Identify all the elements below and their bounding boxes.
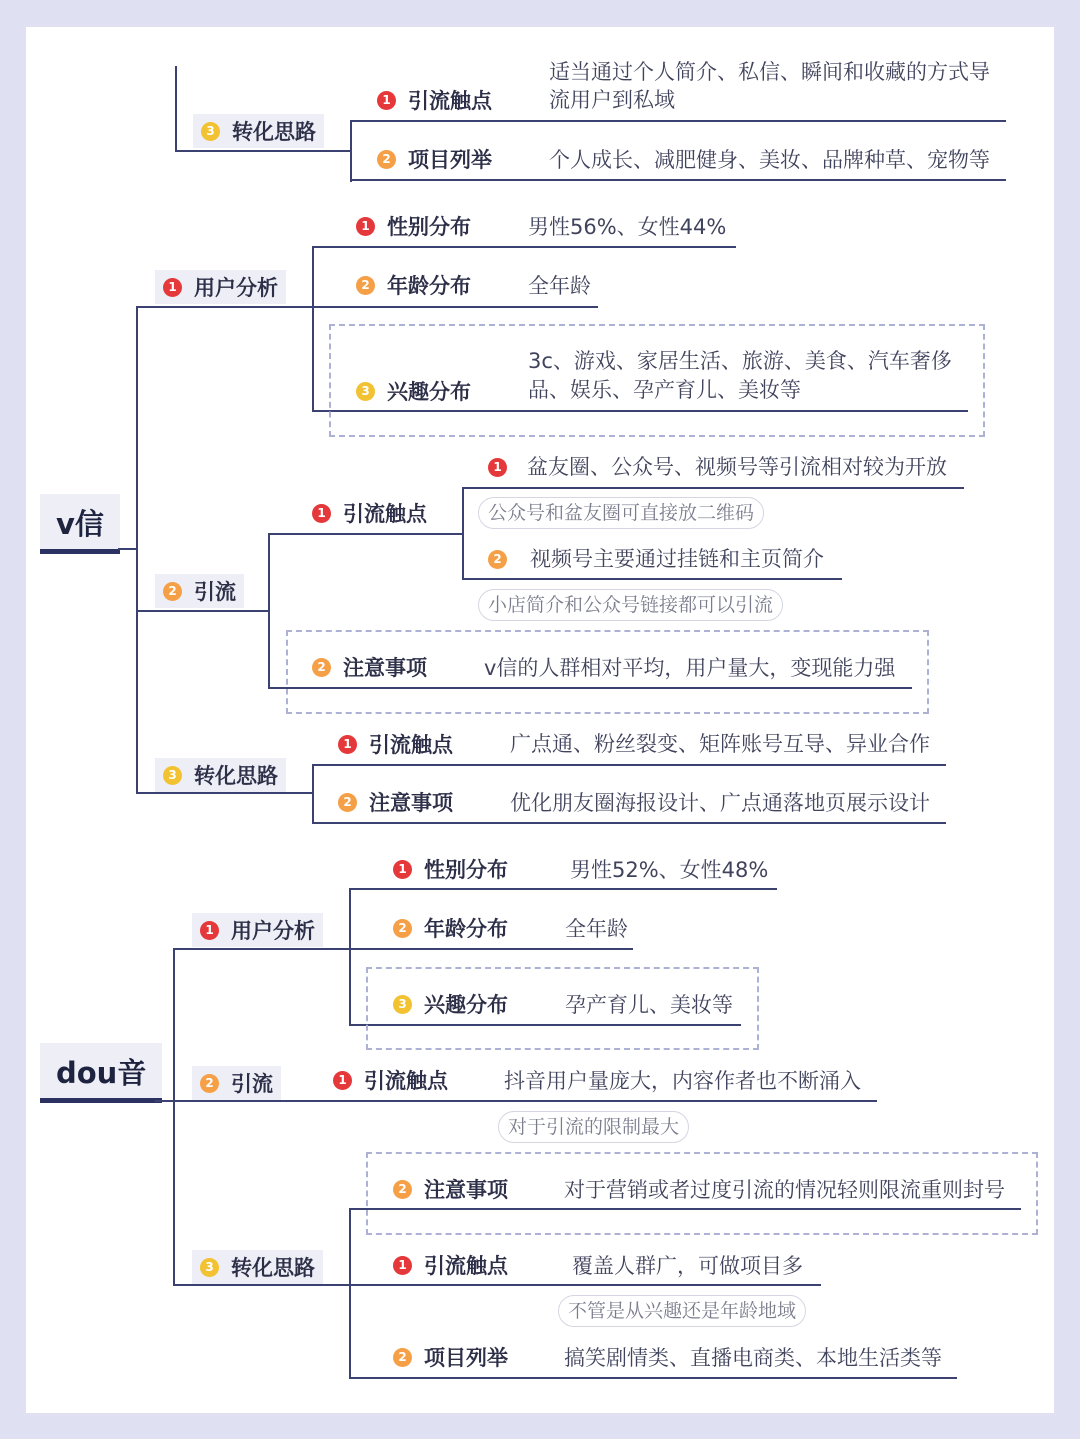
note-pill: 对于引流的限制最大 [498, 1111, 689, 1143]
node-label: 年龄分布 [424, 917, 508, 941]
node-label: 引流触点 [369, 733, 453, 757]
connector [312, 764, 946, 766]
node-douyin-age[interactable] [393, 914, 508, 942]
note-pill: 小店简介和公众号链接都可以引流 [478, 589, 783, 621]
number-badge-icon: 1 [393, 860, 412, 879]
node-label: 注意事项 [343, 656, 427, 680]
number-badge-icon: 3 [201, 122, 220, 141]
node-text: 个人成长、减肥健身、美妆、品牌种草、宠物等 [549, 148, 990, 172]
node-text: 抖音用户量庞大，内容作者也不断涌入 [504, 1069, 861, 1093]
number-badge-icon: 2 [163, 582, 182, 601]
connector [312, 246, 736, 248]
node-label: 引流 [231, 1072, 273, 1096]
root-node-douyin[interactable]: dou音 [40, 1043, 162, 1103]
number-badge-icon: 1 [333, 1071, 352, 1090]
connector [136, 610, 270, 612]
node-douyin-projects[interactable] [393, 1343, 508, 1371]
node-text: 视频号主要通过挂链和主页简介 [530, 547, 824, 571]
node-text-line: 适当通过个人简介、私信、瞬间和收藏的方式导 [549, 60, 990, 84]
connector [173, 948, 351, 950]
node-label: 引流 [194, 580, 236, 604]
node-text: 对于营销或者过度引流的情况轻则限流重则封号 [564, 1178, 1005, 1202]
number-badge-icon: 2 [356, 276, 375, 295]
number-badge-icon: 3 [200, 1258, 219, 1277]
node-text: 广点通、粉丝裂变、矩阵账号互导、异业合作 [510, 732, 930, 756]
node-douyin-interest[interactable] [393, 990, 508, 1018]
connector [118, 548, 138, 550]
connector [175, 150, 351, 152]
number-badge-icon: 3 [393, 995, 412, 1014]
node-text: 全年龄 [565, 917, 628, 941]
node-label: 兴趣分布 [424, 993, 508, 1017]
node-top-conversion[interactable] [193, 114, 324, 148]
number-badge-icon: 1 [338, 735, 357, 754]
number-badge-icon: 2 [393, 1348, 412, 1367]
connector [462, 487, 464, 580]
node-text: 全年龄 [528, 274, 591, 298]
node-douyin-conv-touchpoint[interactable] [393, 1251, 508, 1279]
note-pill: 不管是从兴趣还是年龄地域 [558, 1295, 806, 1327]
node-label: 转化思路 [194, 764, 278, 788]
number-badge-icon: 2 [488, 550, 507, 569]
node-vxin-gender[interactable] [356, 212, 471, 240]
node-label: 年龄分布 [387, 274, 471, 298]
number-badge-icon: 1 [312, 504, 331, 523]
node-vxin-conversion[interactable] [155, 758, 286, 792]
connector [268, 687, 912, 689]
node-vxin-traffic[interactable] [155, 574, 244, 608]
number-badge-icon: 2 [312, 658, 331, 677]
node-vxin-age[interactable] [356, 271, 471, 299]
connector [349, 1208, 1021, 1210]
node-douyin-gender[interactable] [393, 855, 508, 883]
connector [173, 1284, 351, 1286]
node-text: v信的人群相对平均，用户量大，变现能力强 [484, 656, 896, 680]
node-label: 性别分布 [424, 858, 508, 882]
number-badge-icon: 1 [377, 91, 396, 110]
connector [155, 1100, 175, 1102]
connector [350, 120, 1006, 122]
number-badge-icon: 2 [393, 919, 412, 938]
connector [312, 306, 598, 308]
connector [136, 792, 314, 794]
number-badge-icon: 2 [377, 150, 396, 169]
node-douyin-caution[interactable] [393, 1175, 508, 1203]
connector [349, 888, 777, 890]
node-label: 转化思路 [232, 120, 316, 144]
connector [349, 1377, 957, 1379]
node-label: 用户分析 [231, 919, 315, 943]
connector [173, 948, 175, 1286]
node-vxin-caution[interactable] [312, 653, 427, 681]
node-label: 引流触点 [364, 1069, 448, 1093]
connector [175, 66, 177, 152]
connector [350, 120, 352, 182]
node-douyin-touchpoint[interactable] [333, 1066, 448, 1094]
node-text-line: 3c、游戏、家居生活、旅游、美食、汽车奢侈 [528, 349, 952, 373]
node-text: 男性56%、女性44% [528, 215, 727, 239]
number-badge-icon: 2 [200, 1074, 219, 1093]
node-douyin-conversion[interactable] [192, 1250, 323, 1284]
node-label: 注意事项 [369, 791, 453, 815]
connector [462, 487, 964, 489]
node-text: 覆盖人群广，可做项目多 [572, 1254, 803, 1278]
node-label: 项目列举 [424, 1346, 508, 1370]
node-vxin-user-analysis[interactable] [155, 270, 286, 304]
connector [312, 246, 314, 412]
node-vxin-conv-caution[interactable] [338, 788, 453, 816]
number-badge-icon: 1 [200, 921, 219, 940]
node-vxin-conv-touchpoint[interactable] [338, 730, 453, 758]
node-douyin-traffic[interactable] [192, 1066, 281, 1100]
node-text-line: 品、娱乐、孕产育儿、美妆等 [528, 378, 801, 402]
connector [136, 306, 314, 308]
connector [268, 533, 270, 689]
node-label: 兴趣分布 [387, 380, 471, 404]
number-badge-icon: 1 [488, 458, 507, 477]
connector [312, 764, 314, 824]
node-vxin-touchpoint[interactable] [312, 499, 427, 527]
number-badge-icon: 1 [393, 1256, 412, 1275]
node-label: 引流触点 [408, 89, 492, 113]
number-badge-icon: 2 [338, 793, 357, 812]
connector [349, 948, 633, 950]
connector [349, 888, 351, 1026]
connector [462, 578, 842, 580]
connector [349, 1284, 821, 1286]
connector [350, 179, 1006, 181]
node-label: 注意事项 [424, 1178, 508, 1202]
root-node-vxin[interactable]: v信 [40, 494, 120, 554]
node-text: 搞笑剧情类、直播电商类、本地生活类等 [564, 1346, 942, 1370]
number-badge-icon: 2 [393, 1180, 412, 1199]
node-label: 性别分布 [387, 215, 471, 239]
node-label: 引流触点 [343, 502, 427, 526]
number-badge-icon: 3 [356, 382, 375, 401]
node-text: 男性52%、女性48% [570, 858, 769, 882]
number-badge-icon: 3 [163, 766, 182, 785]
connector [173, 1100, 877, 1102]
number-badge-icon: 1 [356, 217, 375, 236]
node-top-touchpoint[interactable] [377, 86, 492, 114]
node-text: 优化朋友圈海报设计、广点通落地页展示设计 [510, 791, 930, 815]
node-douyin-user-analysis[interactable] [192, 913, 323, 947]
node-label: 转化思路 [231, 1256, 315, 1280]
node-text-line: 流用户到私域 [549, 88, 675, 112]
node-label: 用户分析 [194, 276, 278, 300]
node-vxin-interest[interactable] [356, 377, 471, 405]
node-text: 孕产育儿、美妆等 [565, 993, 733, 1017]
node-vxin-touchpoint-item1[interactable] [488, 454, 947, 480]
connector [136, 306, 138, 794]
connector [349, 1208, 351, 1379]
connector [268, 533, 464, 535]
note-pill: 公众号和盆友圈可直接放二维码 [478, 497, 764, 529]
node-label: 项目列举 [408, 148, 492, 172]
node-label: 引流触点 [424, 1254, 508, 1278]
node-text: 盆友圈、公众号、视频号等引流相对较为开放 [527, 455, 947, 479]
number-badge-icon: 1 [163, 278, 182, 297]
node-vxin-touchpoint-item2[interactable] [488, 546, 824, 572]
connector [312, 822, 946, 824]
node-top-projects[interactable] [377, 145, 492, 173]
